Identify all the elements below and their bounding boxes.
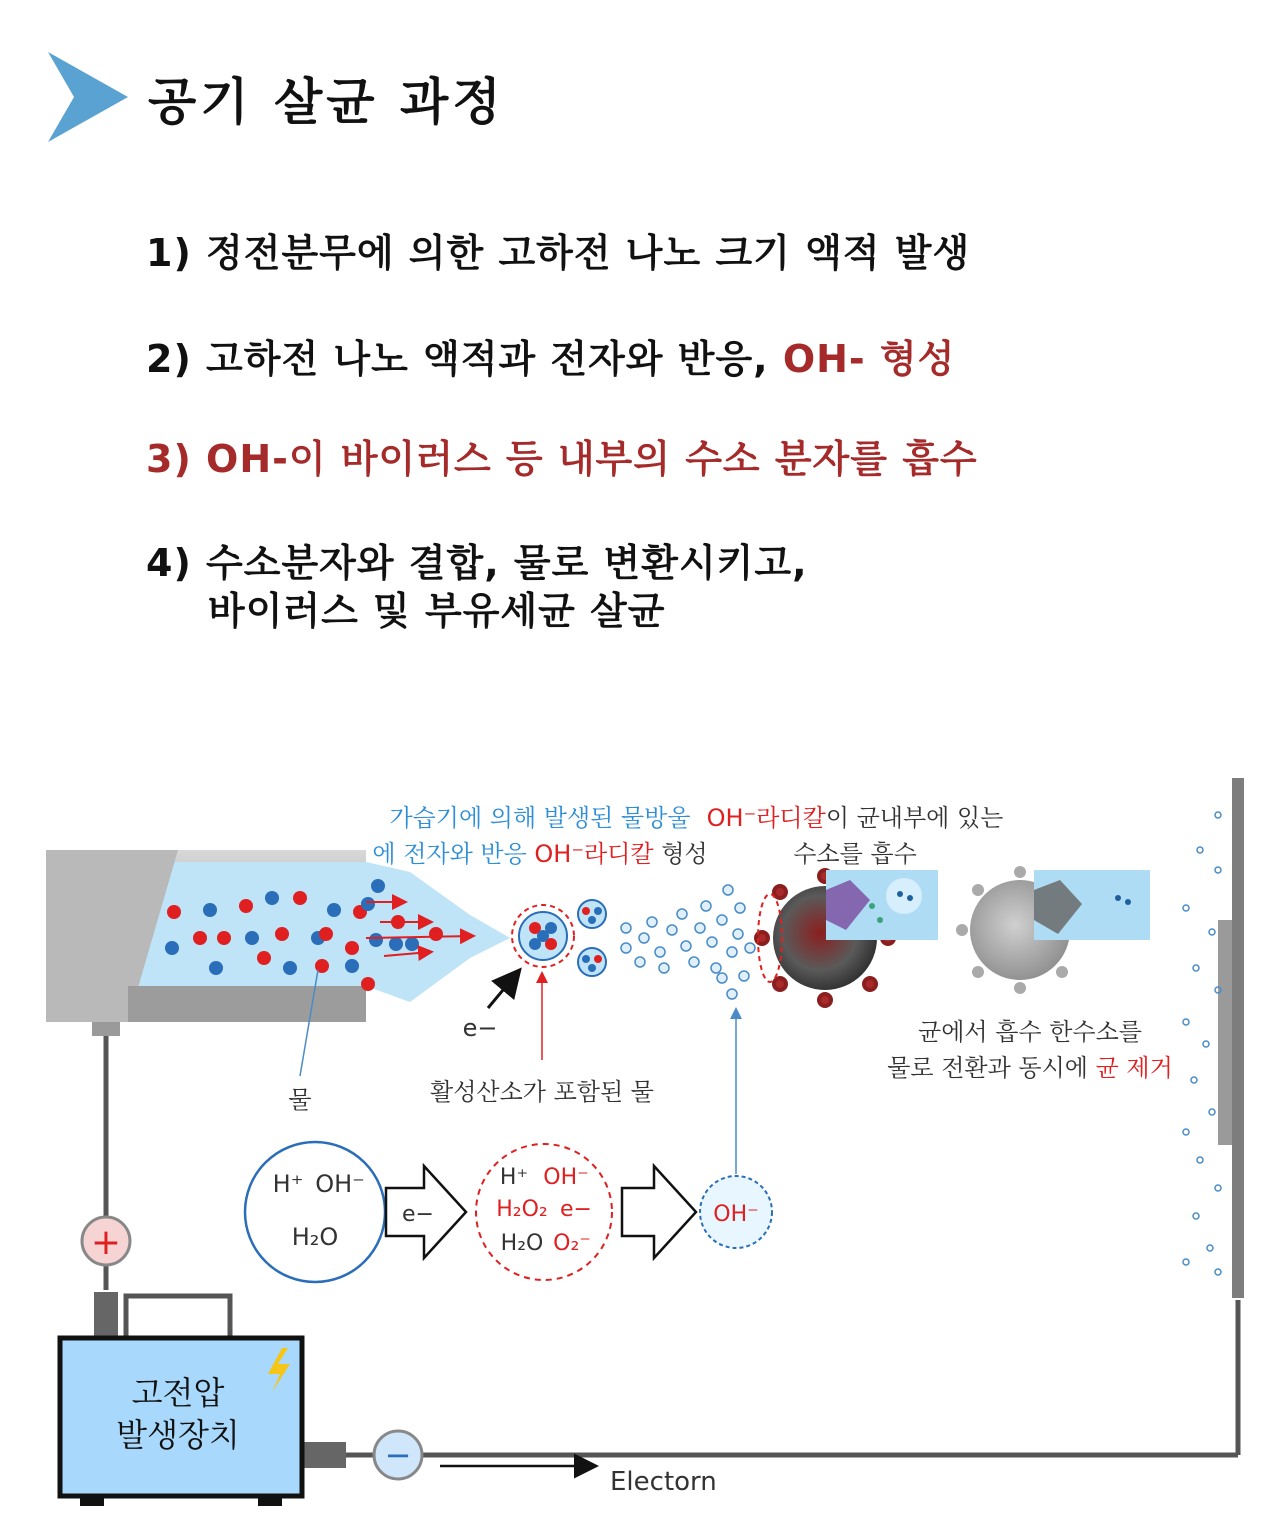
plus-cable [94, 1292, 118, 1338]
caption-left-line1: 가습기에 의해 발생된 물방울 [389, 804, 691, 832]
reaction-circle-3 [700, 1176, 772, 1248]
caption-left-line2 [372, 840, 707, 868]
mist-droplets [621, 885, 755, 999]
minus-sign: − [384, 1436, 412, 1474]
label-bottom-right-line1: 균에서 흡수 한수소를 [918, 1018, 1142, 1046]
electron-label: Electorn [610, 1467, 717, 1497]
reaction-arrow-1 [386, 1166, 466, 1258]
caption-left-line2-a: 에 전자와 반응 [372, 840, 535, 868]
electron-arrow [488, 972, 518, 1008]
caption-right-line1-a: OH⁻라디칼 [706, 804, 826, 832]
reaction-circle-2 [476, 1144, 612, 1280]
label-bottom-right-line2-a: 물로 전환과 동시에 [887, 1054, 1096, 1082]
step-3: 3) OH-이 바이러스 등 내부의 수소 분자를 흡수 [146, 437, 978, 481]
page-title: 공기 살균 과정 [148, 73, 505, 131]
circle2-h2o: H₂O [500, 1231, 544, 1256]
circle1-h: H⁺ [272, 1170, 304, 1198]
step-4: 4) 수소분자와 결합, 물로 변환시키고, [146, 541, 808, 585]
label-active-water: 활성산소가 포함된 물 [430, 1078, 654, 1106]
caption-left-line2-c: 형성 [653, 840, 708, 868]
circle1-oh: OH⁻ [315, 1170, 365, 1198]
step-1: 1) 정전분무에 의한 고하전 나노 크기 액적 발생 [146, 231, 971, 275]
reaction-circle-1 [245, 1142, 385, 1282]
step-2-text: 2) 고하전 나노 액적과 전자와 반응, [146, 337, 783, 381]
step-4-line2: 바이러스 및 부유세균 살균 [208, 589, 666, 633]
charged-droplet-cluster [512, 905, 574, 967]
reaction-arrow-2 [622, 1166, 696, 1258]
virus-grey [956, 866, 1150, 994]
plate-droplets [1183, 812, 1221, 1275]
caption-left-line2-b: OH⁻라디칼 [534, 840, 654, 868]
arrow1-label: e− [402, 1202, 434, 1227]
nozzle-connector [92, 1022, 120, 1036]
generator-line1: 고전압 [131, 1374, 225, 1412]
circle2-oh: OH⁻ [543, 1165, 589, 1190]
circle2-o2: O₂⁻ [553, 1231, 591, 1256]
step-2-highlight: OH- 형성 [782, 337, 956, 381]
circle2-h: H⁺ [499, 1165, 529, 1190]
plus-terminal [82, 1217, 130, 1265]
circle1-h2o: H₂O [291, 1223, 339, 1251]
minus-cable [300, 1442, 346, 1468]
minus-terminal [374, 1431, 422, 1479]
circle2-h2o2: H₂O₂ [496, 1197, 548, 1222]
label-bottom-right-line2 [887, 1054, 1173, 1082]
caption-right-line2: 수소를 흡수 [793, 840, 917, 868]
label-electron: e− [462, 1014, 498, 1042]
label-bottom-right-line2-b: 균 제거 [1095, 1054, 1173, 1082]
circle3-oh: OH⁻ [713, 1202, 759, 1227]
collector-plate [1218, 778, 1244, 1298]
zoom-inset-1 [826, 870, 938, 940]
label-water: 물 [288, 1086, 312, 1114]
circle2-e: e− [560, 1197, 592, 1222]
plus-sign: + [90, 1222, 122, 1263]
generator-line2: 발생장치 [116, 1416, 240, 1454]
caption-right-line1 [707, 804, 1004, 832]
small-clusters [578, 900, 606, 976]
caption-right-line1-b: 이 균내부에 있는 [825, 804, 1004, 832]
